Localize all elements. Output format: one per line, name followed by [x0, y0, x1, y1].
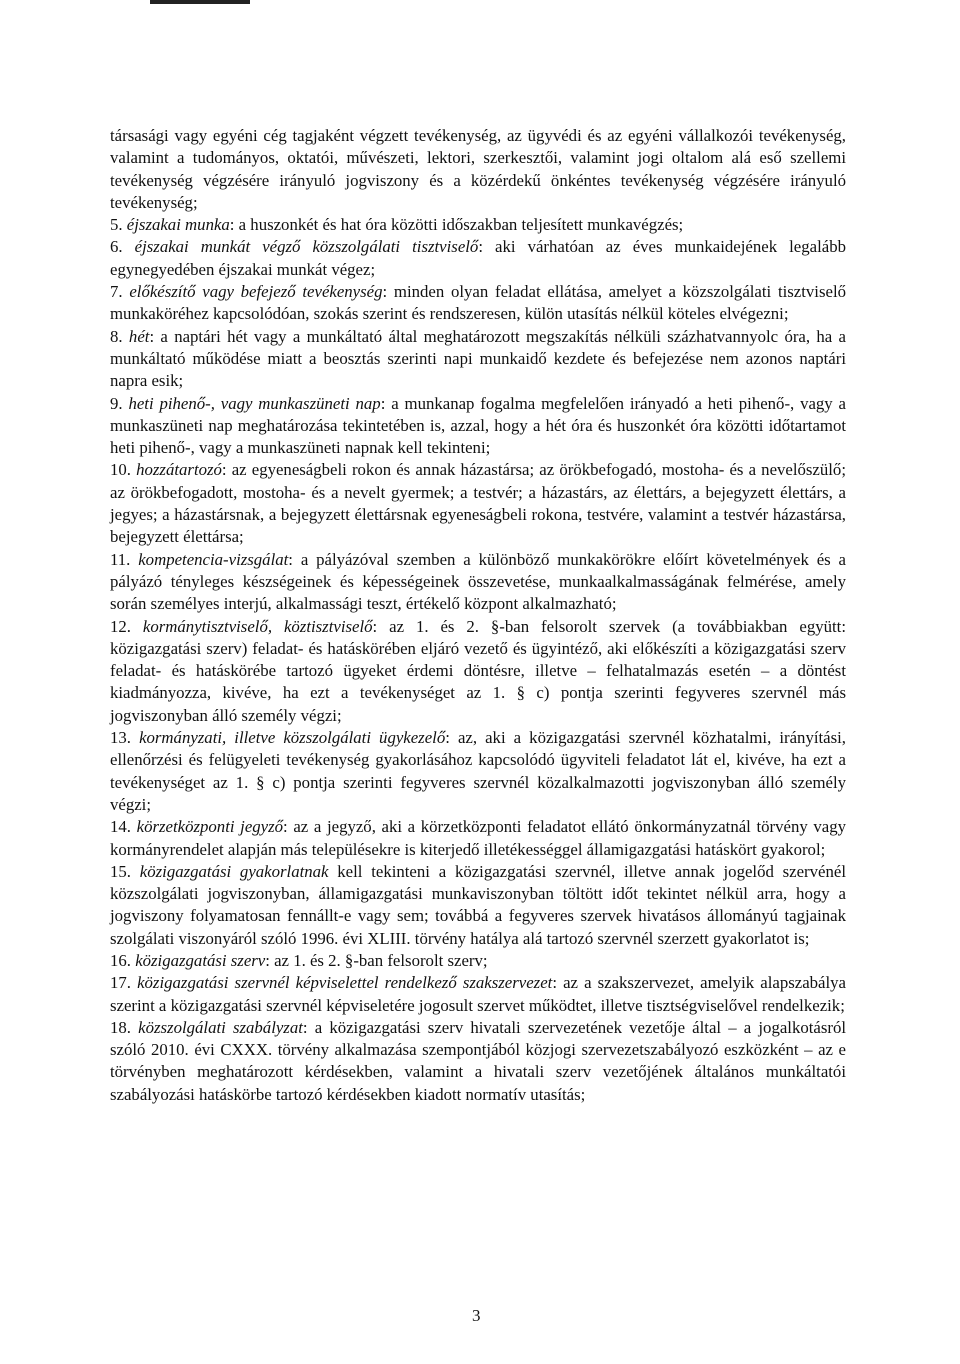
- defined-term: hozzátartozó: [136, 460, 222, 480]
- defined-term: kormányzati, illetve közszolgálati ügykezelő: [139, 728, 446, 748]
- defined-term: hét: [128, 326, 150, 346]
- definition-text: : a közigazgatási szerv hivatali szervezetének vezetője által – a jogalkotásról szóló 2010. évi CXXX. törvény alkalmazása szempontjából közjogi szervezetszabályozó eszközként – az e törvényben meghatározott kérdésekben, valamint a hivatali szerv vezetőjének általános munkáltatói szabályozási hatáskörbe tartozó kérdésekben kiadott normatív utasítás;: [110, 1017, 847, 1104]
- defined-term: éjszakai munka: [126, 215, 230, 235]
- definition-text: : aki várhatóan az éves munkaidejének legalább egynegyedében éjszakai munkát végez;: [110, 237, 846, 279]
- definition-item: [110, 214, 846, 236]
- definition-item: [110, 950, 846, 972]
- item-number: 5.: [110, 215, 123, 235]
- definition-item: [110, 616, 846, 727]
- definition-text: kell tekinteni a közigazgatási szervnél, illetve annak jogelőd szervénél közszolgálati jogviszonyban, államigazgatási munkaviszonyban töltött időt tekintet nélkül arra, hogy a jogviszony folyamatosan fennállt-e vagy sem; továbbá a fegyveres szervek hivatásos állományú tagjainak szolgálati viszonyáról szóló 1996. évi XLIII. törvény hatálya alá tartozó szervnél szerzett gyakorlatot is;: [110, 861, 846, 948]
- definition-item: [110, 816, 846, 861]
- scan-edge-mark: [150, 0, 250, 4]
- item-number: 8.: [110, 326, 123, 346]
- definition-text: : minden olyan feladat ellátása, amelyet a közszolgálati tisztviselő munkaköréhez kapcsolódóan, szokás szerint és rendszeresen, külön utasítás nélkül köteles elvégezni;: [110, 282, 846, 324]
- definition-text: : az egyeneságbeli rokon és annak házastársa; az örökbefogadó, mostoha- és a nevelőszülő; az örökbefogadott, mostoha- és a nevelt gyermek; a testvér; a házastárs, az élettárs, a bejegyzett élettárs, a jegyes; a házastársnak, a bejegyzett élettársnak egyeneságbeli rokona, testvére, valamint a testvér házastársa, bejegyzett élettársa;: [110, 460, 846, 547]
- definition-text: : a munkanap fogalma megfelelően irányadó a heti pihenő-, vagy a munkaszüneti nap meghatározása tekintetében is, azzal, hogy a hét óra és huszonkét óra közötti időtartamot heti pihenő-, vagy a munkaszüneti napnak kell tekinteni;: [110, 393, 847, 458]
- definition-item: [110, 236, 846, 281]
- definition-text: : az, aki a közigazgatási szervnél közhatalmi, irányítási, ellenőrzési és felügyeleti tevékenység gyakorlásához kapcsolódó ügyviteli feladatot lát el, kivéve, ha ezt a tevékenységet az 1. § c) pontja szerinti fegyveres szervnél közalkalmazotti jogviszonyban álló személy végzi;: [110, 728, 846, 814]
- item-number: 11.: [110, 549, 131, 569]
- definition-item: [110, 549, 846, 616]
- definition-item: [110, 1017, 846, 1106]
- definition-text: : az 1. és 2. §-ban felsorolt szerv;: [265, 950, 488, 970]
- defined-term: közszolgálati szabályzat: [138, 1017, 303, 1037]
- definition-text: : az a jegyző, aki a körzetközponti feladatot ellátó önkormányzatnál törvény vagy kormányrendelet alapján más településekre is kiterjedő illetékességgel államigazgatási hatáskört gyakorol;: [110, 817, 846, 859]
- definition-item: [110, 727, 846, 816]
- body-text: [110, 125, 846, 1106]
- defined-term: kompetencia-vizsgálat: [138, 549, 289, 569]
- definition-item: [110, 393, 846, 460]
- intro-paragraph: társasági vagy egyéni cég tagjaként végzett tevékenység, az ügyvédi és az egyéni vállalkozói tevékenység, valamint a tudományos, oktatói, művészeti, lektori, szerkesztői, valamint jogi oltalom alá eső szellemi tevékenység végzésére irányuló jogviszony és a közérdekű önkéntes tevékenység végzésére irányuló tevékenység;: [110, 126, 846, 212]
- definition-text: : a naptári hét vagy a munkáltató által meghatározott megszakítás nélküli százhatvannyolc óra, ha a munkáltató működése miatt a beosztás szerinti napi munkaidő kezdete és befejezése nem azonos naptári napra esik;: [110, 326, 846, 391]
- item-number: 18.: [110, 1017, 131, 1037]
- defined-term: közigazgatási szervnél képviselettel rendelkező szakszervezet: [137, 973, 553, 993]
- item-number: 17.: [110, 973, 131, 993]
- definition-text: : a huszonkét és hat óra közötti időszakban teljesített munkavégzés;: [229, 215, 684, 235]
- item-number: 12.: [110, 616, 131, 636]
- item-number: 10.: [110, 460, 131, 480]
- defined-term: körzetközponti jegyző: [136, 817, 284, 837]
- item-number: 15.: [110, 861, 131, 881]
- item-number: 13.: [110, 728, 131, 748]
- definition-item: [110, 281, 846, 326]
- definition-item: [110, 459, 846, 548]
- defined-term: heti pihenő-, vagy munkaszüneti nap: [128, 393, 381, 413]
- defined-term: közigazgatási gyakorlatnak: [139, 861, 329, 881]
- defined-term: előkészítő vagy befejező tevékenység: [129, 282, 383, 302]
- definition-text: : a pályázóval szemben a különböző munkakörökre előírt követelmények és a pályázó tényleges készségeinek és képességeinek összevetése, munkaalkalmasságának felmérése, amely során személyes interjú, alkalmassági teszt, értékelő központ alkalmazható;: [110, 549, 846, 614]
- defined-term: kormánytisztviselő, köztisztviselő: [142, 616, 373, 636]
- definition-item: [110, 972, 846, 1017]
- defined-term: közigazgatási szerv: [135, 950, 266, 970]
- item-number: 9.: [110, 393, 123, 413]
- definition-item: [110, 861, 846, 950]
- item-number: 7.: [110, 282, 123, 302]
- definition-list: [110, 214, 846, 1106]
- item-number: 14.: [110, 817, 131, 837]
- definition-item: [110, 326, 846, 393]
- page-number: 3: [472, 1306, 481, 1325]
- definition-text: : az a szakszervezet, amelyik alapszabálya szerint a közigazgatási szervnél képviseletére jogosult szervet működtet, illetve tisztségviselővel rendelkezik;: [110, 973, 847, 1015]
- item-number: 6.: [110, 237, 123, 257]
- defined-term: éjszakai munkát végző közszolgálati tisztviselő: [134, 237, 479, 257]
- definition-text: : az 1. és 2. §-ban felsorolt szervek (a továbbiakban együtt: közigazgatási szerv) feladat- és hatáskörében eljáró vezető és ügyintéző, aki előkészíti a közigazgatási szerv feladat- és hatáskörébe tartozó ügyeket érdemi döntésre, illetve – felhatalmazás esetén – a döntést kiadmányozza, kivéve, ha ezt a tevékenységet az 1. § c) pontja szerinti fegyveres szervnél más jogviszonyban álló személy végzi;: [110, 616, 846, 725]
- item-number: 16.: [110, 950, 131, 970]
